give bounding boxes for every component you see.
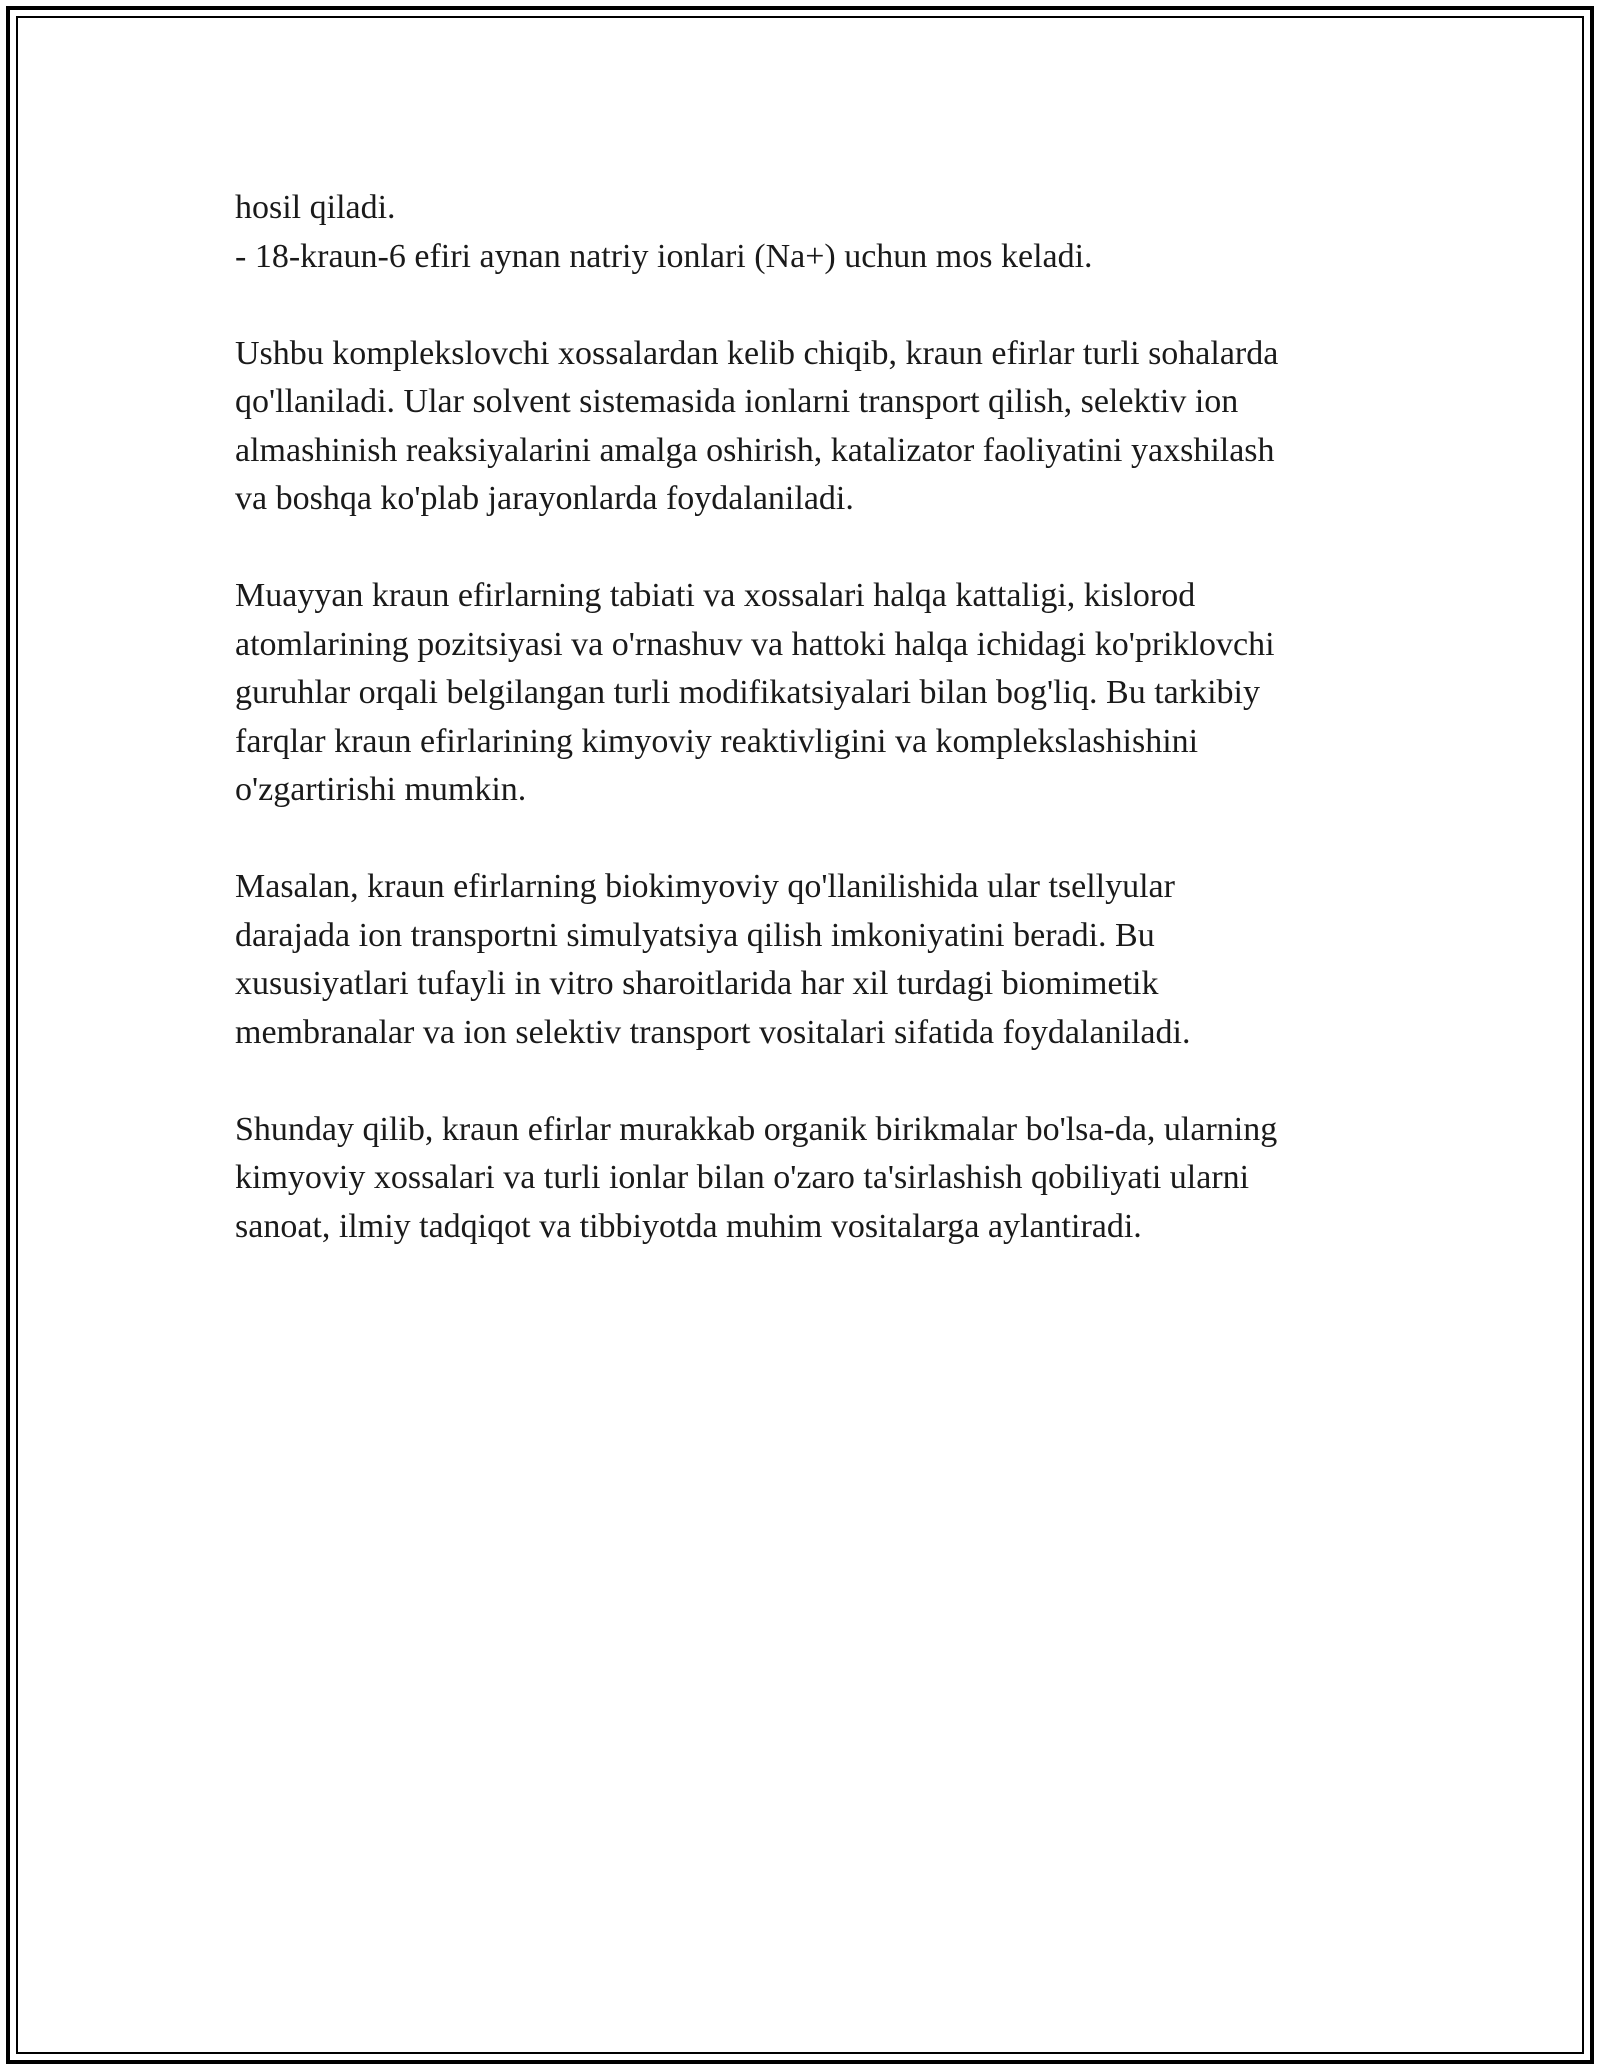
- paragraph-gap: [235, 281, 1375, 330]
- paragraph-gap: [235, 524, 1375, 573]
- text-line: atomlarining pozitsiyasi va o'rnashuv va hattoki halqa ichidagi ko'priklovchi: [235, 625, 1275, 663]
- text-line: xususiyatlari tufayli in vitro sharoitlarida har xil turdagi biomimetik: [235, 965, 1159, 1002]
- text-line: - 18-kraun-6 efiri aynan natriy ionlari (Na+) uchun mos keladi.: [235, 237, 1093, 275]
- paragraph-2: [235, 330, 1375, 524]
- text-line: darajada ion transportni simulyatsiya qilish imkoniyatini beradi. Bu: [235, 916, 1155, 954]
- text-line: Ushbu komplekslovchi xossalardan kelib chiqib, kraun efirlar turli sohalarda: [235, 334, 1279, 372]
- paragraph-1: [235, 184, 1375, 281]
- text-line: almashinish reaksiyalarini amalga oshirish, katalizator faoliyatini yaxshilash: [235, 431, 1275, 469]
- text-line: Masalan, kraun efirlarning biokimyoviy qo'llanilishida ular tsellyular: [235, 868, 1175, 905]
- paragraph-gap: [235, 1057, 1375, 1106]
- text-line: Shunday qilib, kraun efirlar murakkab organik birikmalar bo'lsa-da, ularning: [235, 1110, 1278, 1148]
- text-line: va boshqa ko'plab jarayonlarda foydalaniladi.: [235, 480, 854, 517]
- document-body: [235, 184, 1375, 1251]
- text-line: Muayyan kraun efirlarning tabiati va xossalari halqa kattaligi, kislorod: [235, 577, 1196, 614]
- text-line: hosil qiladi.: [235, 189, 396, 226]
- text-line: membranalar va ion selektiv transport vositalari sifatida foydalaniladi.: [235, 1013, 1191, 1051]
- text-line: sanoat, ilmiy tadqiqot va tibbiyotda muhim vositalarga aylantiradi.: [235, 1207, 1142, 1245]
- paragraph-4: [235, 863, 1375, 1057]
- text-line: qo'llaniladi. Ular solvent sistemasida ionlarni transport qilish, selektiv ion: [235, 383, 1239, 420]
- text-line: farqlar kraun efirlarining kimyoviy reaktivligini va komplekslashishini: [235, 722, 1199, 760]
- text-line: kimyoviy xossalari va turli ionlar bilan o'zaro ta'sirlashish qobiliyati ularni: [235, 1159, 1250, 1196]
- paragraph-gap: [235, 815, 1375, 864]
- paragraph-5: [235, 1106, 1375, 1252]
- text-line: guruhlar orqali belgilangan turli modifikatsiyalari bilan bog'liq. Bu tarkibiy: [235, 674, 1260, 711]
- text-line: o'zgartirishi mumkin.: [235, 771, 527, 808]
- paragraph-3: [235, 572, 1375, 815]
